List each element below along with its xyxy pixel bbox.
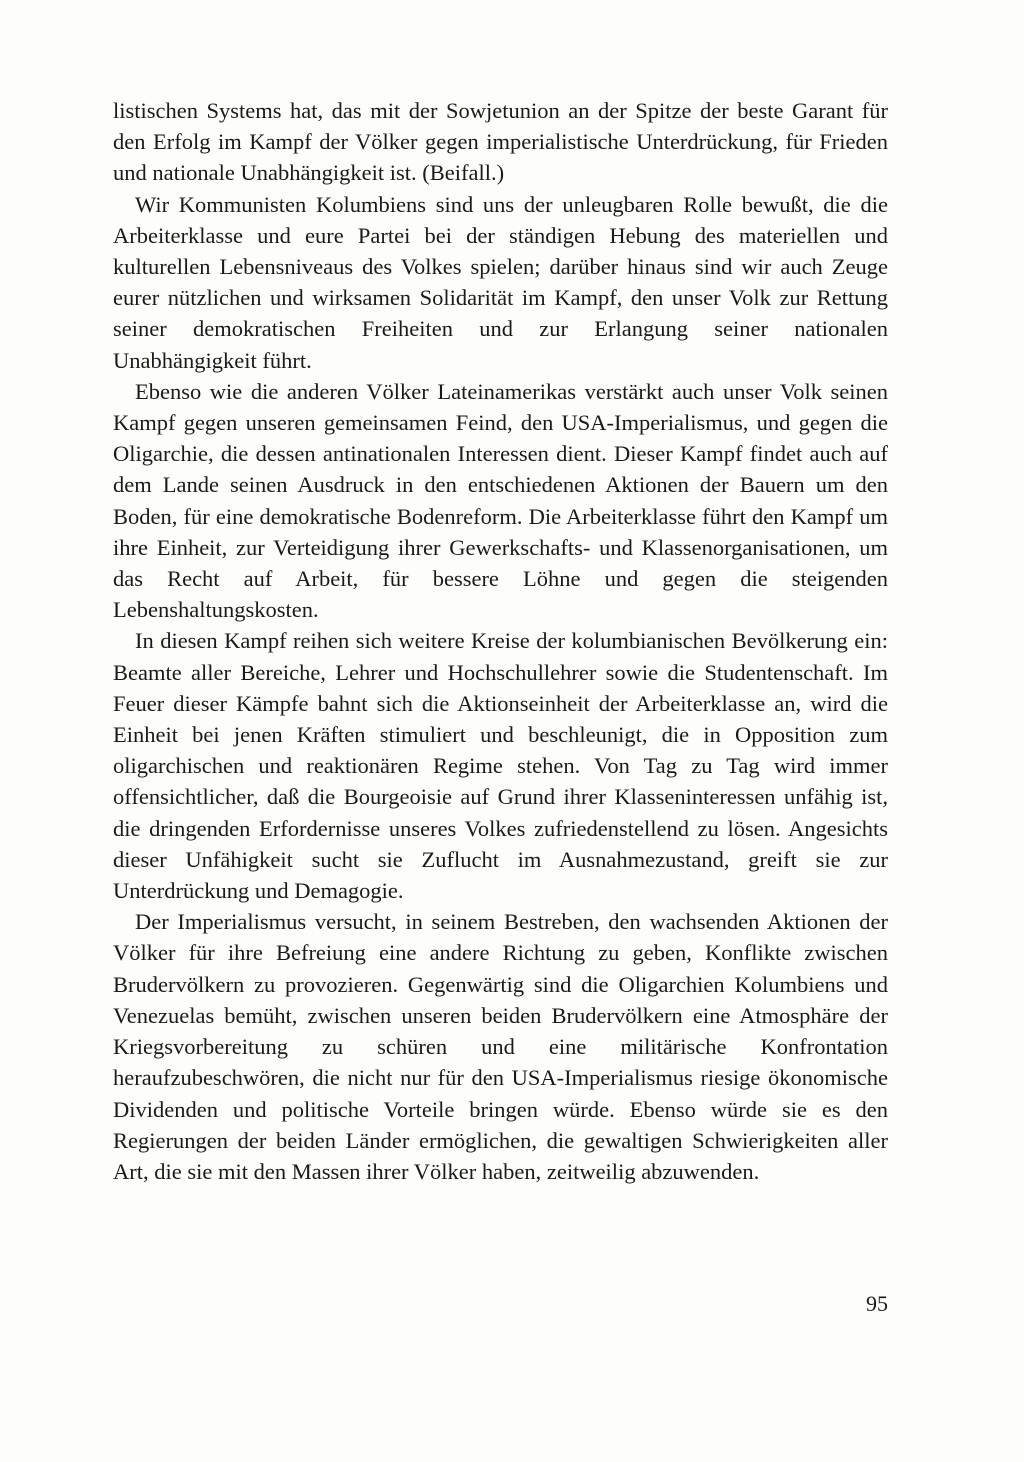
page-number: 95 bbox=[866, 1291, 888, 1316]
paragraph: In diesen Kampf reihen sich weitere Kreise der kolumbianischen Bevölkerung ein: Beamte aller Bereiche, Lehrer und Hochschullehrer sowie die Studentenschaft. Im Feuer dieser Kämpfe bahnt sich die Aktionseinheit der Arbeiterklasse an, wird die Einheit bei jenen Kräften stimuliert und beschleunigt, die in Opposition zum oligarchischen und reaktionären Regime stehen. Von Tag zu Tag wird immer offensichtlicher, daß die Bourgeoisie auf Grund ihrer Klasseninteressen unfähig ist, die dringenden Erfordernisse unseres Volkes zufriedenstellend zu lösen. Angesichts dieser Unfähigkeit sucht sie Zuflucht im Ausnahmezustand, greift sie zur Unterdrückung und Demagogie. bbox=[113, 628, 888, 904]
paragraph: Ebenso wie die anderen Völker Lateinamerikas verstärkt auch unser Volk seinen Kampf gegen unseren gemeinsamen Feind, den USA-Imperialismus, und gegen die Oligarchie, die dessen antinationalen Interessen dient. Dieser Kampf findet auch auf dem Lande seinen Ausdruck in den entschiedenen Aktionen der Bauern um den Boden, für eine demokratische Bodenreform. Die Arbeiterklasse führt den Kampf um ihre Einheit, zur Verteidigung ihrer Gewerkschafts- und Klassenorganisationen, um das Recht auf Arbeit, für bessere Löhne und gegen die steigenden Lebenshaltungskosten. bbox=[113, 378, 888, 623]
paragraph-continuation: listischen Systems hat, das mit der Sowjetunion an der Spitze der beste Garant für den Erfolg im Kampf der Völker gegen imperialistische Unterdrückung, für Frieden und nationale Unabhängigkeit ist. (Beifall.) bbox=[113, 98, 888, 186]
paragraph: Der Imperialismus versucht, in seinem Bestreben, den wachsenden Aktionen der Völker für ihre Befreiung eine andere Richtung zu geben, Konflikte zwischen Brudervölkern zu provozieren. Gegenwärtig sind die Oligarchien Kolumbiens und Venezuelas bemüht, zwischen unseren beiden Brudervölkern eine Atmosphäre der Kriegsvorbereitung zu schüren und eine militärische Konfrontation heraufzubeschwören, die nicht nur für den USA-Imperialismus riesige ökonomische Dividenden und politische Vorteile bringen würde. Ebenso würde sie es den Regierungen der beiden Länder ermöglichen, die gewaltigen Schwierigkeiten aller Art, die sie mit den Massen ihrer Völker haben, zeitweilig abzuwenden. bbox=[113, 909, 888, 1184]
paragraph: Wir Kommunisten Kolumbiens sind uns der unleugbaren Rolle bewußt, die die Arbeiterklasse und eure Partei bei der ständigen Hebung des materiellen und kulturellen Lebensniveaus des Volkes spielen; darüber hinaus sind wir auch Zeuge eurer nützlichen und wirksamen Solidarität im Kampf, den unser Volk zur Rettung seiner demokratischen Freiheiten und zur Erlangung seiner nationalen Unabhängigkeit führt. bbox=[113, 191, 888, 373]
body-text bbox=[113, 95, 888, 1187]
